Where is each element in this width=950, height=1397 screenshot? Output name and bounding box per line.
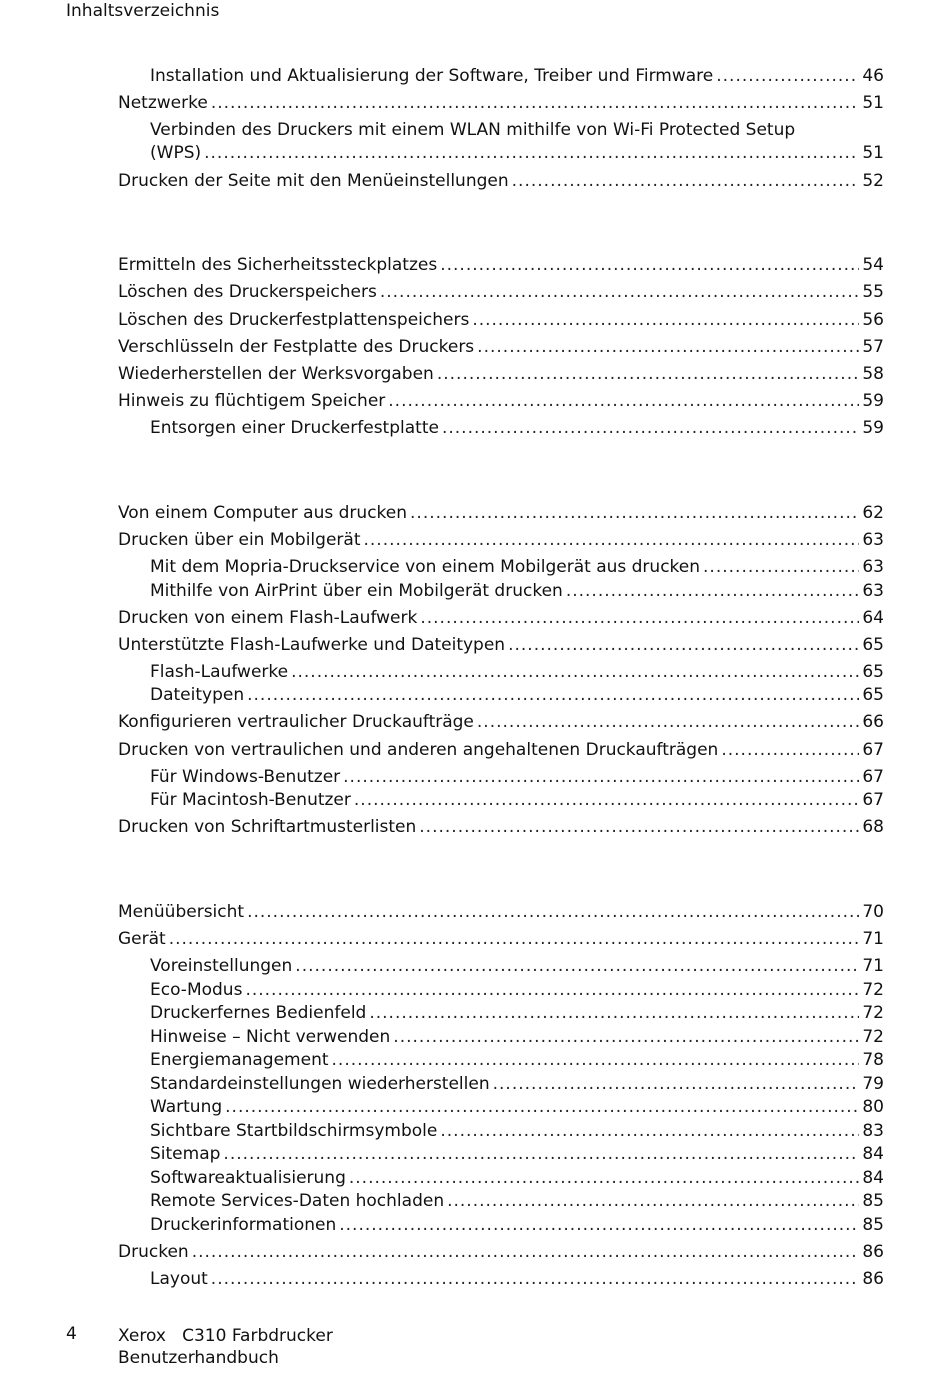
toc-entry-page: 51 [862, 93, 884, 113]
toc-entry-title: Konfigurieren vertraulicher Druckaufträge [118, 712, 474, 732]
toc-entry-title: Hinweis zu flüchtigem Speicher [118, 391, 386, 411]
toc-entry-page: 86 [862, 1242, 884, 1262]
toc-entry-page: 64 [862, 608, 884, 628]
toc-entry[interactable] [150, 979, 884, 1001]
dot-leader [339, 1214, 859, 1236]
toc-entry-title-line1[interactable]: Verbinden des Druckers mit einem WLAN mithilfe von Wi-Fi Protected Setup [150, 120, 796, 140]
toc-entry-title: Eco-Modus [150, 980, 243, 1000]
dot-leader [369, 1002, 859, 1024]
toc-entry[interactable] [118, 529, 884, 551]
toc-entry-title: Drucken der Seite mit den Menüeinstellungen [118, 171, 509, 191]
toc-entry[interactable] [118, 711, 884, 733]
toc-entry-page: 58 [862, 364, 884, 384]
dot-leader [477, 711, 859, 733]
dot-leader [247, 684, 859, 706]
page-number: 4 [66, 1324, 77, 1344]
dot-leader [410, 502, 859, 524]
toc-entry[interactable] [150, 766, 884, 788]
toc-entry-page: 57 [862, 337, 884, 357]
toc-entry-page: 59 [862, 391, 884, 411]
toc-entry[interactable] [150, 580, 884, 602]
toc-entry[interactable] [118, 336, 884, 358]
dot-leader [419, 816, 859, 838]
toc-entry-title: Drucken [118, 1242, 189, 1262]
toc-entry[interactable] [118, 309, 884, 331]
toc-entry[interactable] [150, 1049, 884, 1071]
toc-entry-page: 65 [862, 635, 884, 655]
toc-entry-title: Mit dem Mopria-Druckservice von einem Mobilgerät aus drucken [150, 557, 701, 577]
toc-entry-page: 67 [862, 790, 884, 810]
dot-leader [393, 1026, 859, 1048]
toc-entry[interactable] [118, 170, 884, 192]
toc-entry[interactable] [150, 142, 884, 164]
dot-leader [247, 901, 859, 923]
toc-entry[interactable] [118, 1241, 884, 1263]
toc-entry-page: 63 [862, 530, 884, 550]
dot-leader [440, 254, 859, 276]
toc-entry-title: Ermitteln des Sicherheitssteckplatzes [118, 255, 438, 275]
toc-entry-title: Sitemap [150, 1144, 221, 1164]
toc-entry[interactable] [150, 1026, 884, 1048]
toc-entry-title: Löschen des Druckerspeichers [118, 282, 377, 302]
toc-entry-page: 65 [862, 685, 884, 705]
toc-entry-title: Wiederherstellen der Werksvorgaben [118, 364, 434, 384]
footer-document-title: Benutzerhandbuch [118, 1348, 279, 1368]
toc-entry-title: Flash-Laufwerke [150, 662, 289, 682]
toc-entry[interactable] [118, 607, 884, 629]
toc-entry-title: Layout [150, 1269, 208, 1289]
toc-entry-title: Installation und Aktualisierung der Software, Treiber und Firmware [150, 66, 714, 86]
toc-entry-title: (WPS) [150, 143, 202, 163]
dot-leader [291, 661, 859, 683]
toc-entry-title: Gerät [118, 929, 166, 949]
toc-entry[interactable] [150, 1073, 884, 1095]
dot-leader [169, 928, 860, 950]
toc-entry-page: 63 [862, 557, 884, 577]
toc-entry-title: Dateitypen [150, 685, 245, 705]
toc-entry[interactable] [150, 1002, 884, 1024]
toc-entry-title: Menüübersicht [118, 902, 245, 922]
dot-leader [295, 955, 859, 977]
toc-entry-title: Sichtbare Startbildschirmsymbole [150, 1121, 438, 1141]
toc-entry-page: 79 [862, 1074, 884, 1094]
toc-entry[interactable] [118, 816, 884, 838]
toc-entry-title: Netzwerke [118, 93, 208, 113]
toc-entry-title: Verschlüsseln der Festplatte des Druckers [118, 337, 475, 357]
toc-entry-page: 68 [862, 817, 884, 837]
toc-entry[interactable] [150, 417, 884, 439]
toc-entry[interactable] [150, 1167, 884, 1189]
toc-entry-page: 63 [862, 581, 884, 601]
toc-entry[interactable] [150, 684, 884, 706]
toc-entry-page: 80 [862, 1097, 884, 1117]
dot-leader [332, 1049, 860, 1071]
toc-entry[interactable] [150, 1096, 884, 1118]
toc-entry[interactable] [118, 390, 884, 412]
dot-leader [703, 556, 859, 578]
toc-entry[interactable] [150, 1190, 884, 1212]
toc-entry[interactable] [118, 281, 884, 303]
dot-leader [349, 1167, 859, 1189]
toc-entry[interactable] [150, 1214, 884, 1236]
dot-leader [343, 766, 859, 788]
toc-entry-page: 52 [862, 171, 884, 191]
toc-entry[interactable] [150, 1143, 884, 1165]
dot-leader [223, 1143, 859, 1165]
toc-entry-page: 83 [862, 1121, 884, 1141]
dot-leader [204, 142, 859, 164]
toc-entry[interactable] [150, 1268, 884, 1290]
dot-leader [354, 789, 859, 811]
toc-entry-title: Wartung [150, 1097, 223, 1117]
toc-entry-page: 46 [862, 66, 884, 86]
toc-entry[interactable] [150, 556, 884, 578]
toc-entry-title: Hinweise – Nicht verwenden [150, 1027, 391, 1047]
toc-entry-page: 59 [862, 418, 884, 438]
toc-entry[interactable] [118, 739, 884, 761]
toc-entry-page: 72 [862, 980, 884, 1000]
dot-leader [388, 390, 859, 412]
dot-leader [508, 634, 859, 656]
toc-entry-title: Druckerinformationen [150, 1215, 337, 1235]
toc-entry[interactable] [118, 254, 884, 276]
toc-entry-title: Energiemanagement [150, 1050, 329, 1070]
toc-entry-page: 71 [862, 956, 884, 976]
toc-entry[interactable] [118, 901, 884, 923]
toc-entry[interactable] [118, 928, 884, 950]
toc-entry-page: 62 [862, 503, 884, 523]
toc-entry-page: 72 [862, 1027, 884, 1047]
dot-leader [477, 336, 859, 358]
toc-entry[interactable] [118, 502, 884, 524]
dot-leader [211, 1268, 860, 1290]
toc-entry-page: 70 [862, 902, 884, 922]
dot-leader [225, 1096, 859, 1118]
dot-leader [440, 1120, 859, 1142]
toc-entry-page: 84 [862, 1144, 884, 1164]
toc-entry-page: 67 [862, 767, 884, 787]
dot-leader [192, 1241, 860, 1263]
toc-entry[interactable] [118, 634, 884, 656]
toc-entry-page: 84 [862, 1168, 884, 1188]
footer-product-title: Xerox C310 Farbdrucker [118, 1326, 333, 1346]
toc-entry-title: Löschen des Druckerfestplattenspeichers [118, 310, 470, 330]
toc-entry-title: Drucken über ein Mobilgerät [118, 530, 361, 550]
toc-entry-page: 78 [862, 1050, 884, 1070]
dot-leader [716, 65, 859, 87]
dot-leader [721, 739, 859, 761]
toc-entry[interactable] [118, 92, 884, 114]
dot-leader [493, 1073, 860, 1095]
toc-entry-page: 85 [862, 1215, 884, 1235]
toc-entry-page: 56 [862, 310, 884, 330]
toc-entry-title: Druckerfernes Bedienfeld [150, 1003, 367, 1023]
toc-entry-title: Drucken von Schriftartmusterlisten [118, 817, 417, 837]
toc-entry-title: Standardeinstellungen wiederherstellen [150, 1074, 490, 1094]
toc-entry-title: Drucken von einem Flash-Laufwerk [118, 608, 418, 628]
dot-leader [245, 979, 859, 1001]
toc-entry-page: 66 [862, 712, 884, 732]
toc-entry[interactable] [150, 1120, 884, 1142]
toc-entry[interactable] [150, 955, 884, 977]
toc-entry[interactable] [150, 661, 884, 683]
toc-entry[interactable] [150, 65, 884, 87]
toc-entry-page: 65 [862, 662, 884, 682]
toc-entry-page: 86 [862, 1269, 884, 1289]
toc-entry-page: 55 [862, 282, 884, 302]
toc-entry-title: Drucken von vertraulichen und anderen angehaltenen Druckaufträgen [118, 740, 719, 760]
toc-entry-title: Softwareaktualisierung [150, 1168, 346, 1188]
toc-entry-page: 85 [862, 1191, 884, 1211]
dot-leader [472, 309, 859, 331]
toc-entry-title: Für Windows-Benutzer [150, 767, 341, 787]
dot-leader [211, 92, 860, 114]
toc-entry-title: Voreinstellungen [150, 956, 293, 976]
toc-entry-page: 72 [862, 1003, 884, 1023]
dot-leader [447, 1190, 859, 1212]
dot-leader [512, 170, 860, 192]
toc-entry-title: Entsorgen einer Druckerfestplatte [150, 418, 439, 438]
toc-entry-page: 54 [862, 255, 884, 275]
dot-leader [437, 363, 860, 385]
toc-entry-title: Für Macintosh-Benutzer [150, 790, 351, 810]
running-header: Inhaltsverzeichnis [66, 1, 220, 21]
toc-entry-page: 67 [862, 740, 884, 760]
toc-entry-page: 51 [862, 143, 884, 163]
dot-leader [442, 417, 859, 439]
toc-entry-title: Unterstützte Flash-Laufwerke und Dateitypen [118, 635, 506, 655]
toc-entry-title: Mithilfe von AirPrint über ein Mobilgerät drucken [150, 581, 563, 601]
toc-entry-page: 71 [862, 929, 884, 949]
toc-entry[interactable] [150, 789, 884, 811]
dot-leader [380, 281, 860, 303]
toc-entry-title: Von einem Computer aus drucken [118, 503, 408, 523]
dot-leader [566, 580, 860, 602]
toc-entry-title: Remote Services-Daten hochladen [150, 1191, 445, 1211]
dot-leader [363, 529, 859, 551]
dot-leader [420, 607, 859, 629]
toc-entry[interactable] [118, 363, 884, 385]
